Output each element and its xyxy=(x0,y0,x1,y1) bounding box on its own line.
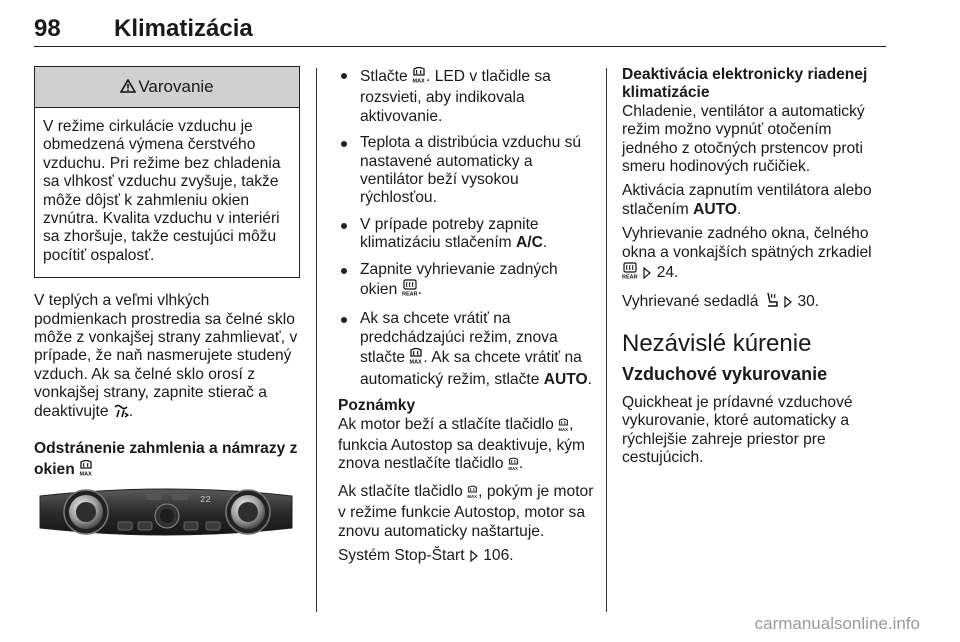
rear-window-heating-icon xyxy=(402,279,418,302)
panel-display: 22 xyxy=(200,495,211,505)
warning-icon xyxy=(120,79,136,93)
subsection-title: Vzduchové vykurovanie xyxy=(622,364,828,385)
deactivation-paragraph: Chladenie, ventilátor a automatický režim možno vypnúť otočením jedného z otočných prstencov proti smeru hodinových ručičiek. xyxy=(622,102,865,176)
page-ref-arrow-icon xyxy=(783,295,793,314)
defrost-max-icon xyxy=(508,457,519,476)
defrost-max-icon xyxy=(467,485,478,504)
svg-text:MAX: MAX xyxy=(79,471,92,477)
note-heading: Poznámky xyxy=(338,397,416,415)
defrost-max-icon xyxy=(409,347,423,370)
svg-text:MAX: MAX xyxy=(558,426,569,432)
svg-text:MAX: MAX xyxy=(409,359,423,366)
note-paragraph: Ak motor beží a stlačíte tlačidlo MAX , funkcia Autostop sa deaktivuje, kým znova nestlačíte tlačidlo MAX . xyxy=(338,416,598,477)
defrost-max-icon xyxy=(558,418,569,437)
watermark: carmanualsonline.info xyxy=(754,614,920,633)
list-item: Zapnite vyhrievanie zadných okien REAR . xyxy=(338,261,598,303)
column-2 xyxy=(338,66,598,574)
page-ref-arrow-icon xyxy=(642,266,652,285)
warning-text: V režime cirkulácie vzduchu je obmedzená výmena čerstvého vzduchu. Pri režime bez chladenia sa vlhkosť vzduchu zvyšuje, takže môže dôjsť k zahmleniu okien zvnútra. Kvalita vzduchu v interiéri sa zhoršuje, takže cestujúci môžu pocítiť ospalosť. xyxy=(43,118,281,264)
column-divider xyxy=(606,68,607,612)
section-title: Nezávislé kúrenie xyxy=(622,329,812,357)
svg-text:MAX: MAX xyxy=(467,493,478,499)
svg-text:MAX: MAX xyxy=(412,78,425,84)
humidity-paragraph: V teplých a veľmi vlhkých podmienkach prostredia sa čelné sklo môže z vonkajšej strany zahmlievať, v prípade, že naň nasmerujete studený vzduch. Ak sa čelné sklo orosí z vonkajšej strany, zapnite stierač a deaktivujte . xyxy=(34,292,300,424)
list-item: V prípade potreby zapnite klimatizáciu stlačením A/C. xyxy=(338,216,598,253)
defrost-max-icon xyxy=(412,66,426,89)
defrost-subheading: Odstránenie zahmlenia a námrazy z okien MAX xyxy=(34,440,300,482)
quickheat-paragraph: Quickheat je prídavné vzduchové vykurovanie, ktoré automaticky a rýchlejšie zahreje priestor pre cestujúcich. xyxy=(622,393,853,466)
cross-reference: Systém Stop-Štart 106. xyxy=(338,547,598,568)
warning-header xyxy=(35,67,299,108)
seat-heating-icon xyxy=(763,291,779,314)
list-item: Ak sa chcete vrátiť na predchádzajúci režim, znova stlačte MAX . Ak sa chcete vrátiť na automatický režim, stlačte AUTO. xyxy=(338,310,598,389)
column-1 xyxy=(34,66,300,488)
deactivation-heading: Deaktivácia elektronicky riadenej klimatizácie xyxy=(622,66,868,102)
page-number: 98 xyxy=(34,15,61,42)
note-paragraph: Ak stlačíte tlačidlo MAX , pokým je motor v režime funkcie Autostop, motor sa znovu automaticky naštartuje. xyxy=(338,482,594,540)
defrost-steps-list xyxy=(338,66,598,389)
svg-text:REAR: REAR xyxy=(622,274,638,281)
page-ref-arrow-icon xyxy=(469,549,479,568)
warning-title: Varovanie xyxy=(138,77,214,96)
svg-text:REAR: REAR xyxy=(401,291,418,298)
column-3 xyxy=(622,66,884,473)
svg-text:MAX: MAX xyxy=(508,466,518,472)
page-header xyxy=(34,12,886,47)
column-divider xyxy=(316,68,317,612)
list-item: Stlačte MAX . LED v tlačidle sa rozsvieti, aby indikovala aktivovanie. xyxy=(338,66,598,126)
heating-paragraph: Vyhrievanie zadného okna, čelného okna a vonkajších spätných zrkadiel REAR 24. xyxy=(622,225,884,285)
seat-heating-paragraph: Vyhrievané sedadlá 30. xyxy=(622,291,884,314)
activation-paragraph: Aktivácia zapnutím ventilátora alebo stlačením AUTO. xyxy=(622,182,872,218)
chapter-title: Klimatizácia xyxy=(114,15,253,42)
warning-box xyxy=(34,66,300,278)
rear-window-heating-icon xyxy=(622,262,638,285)
list-item: Teplota a distribúcia vzduchu sú nastavené automaticky a ventilátor beží vysokou rýchlosťou. xyxy=(338,134,598,208)
climate-control-panel-image xyxy=(34,478,298,544)
recirculation-icon xyxy=(113,403,129,424)
